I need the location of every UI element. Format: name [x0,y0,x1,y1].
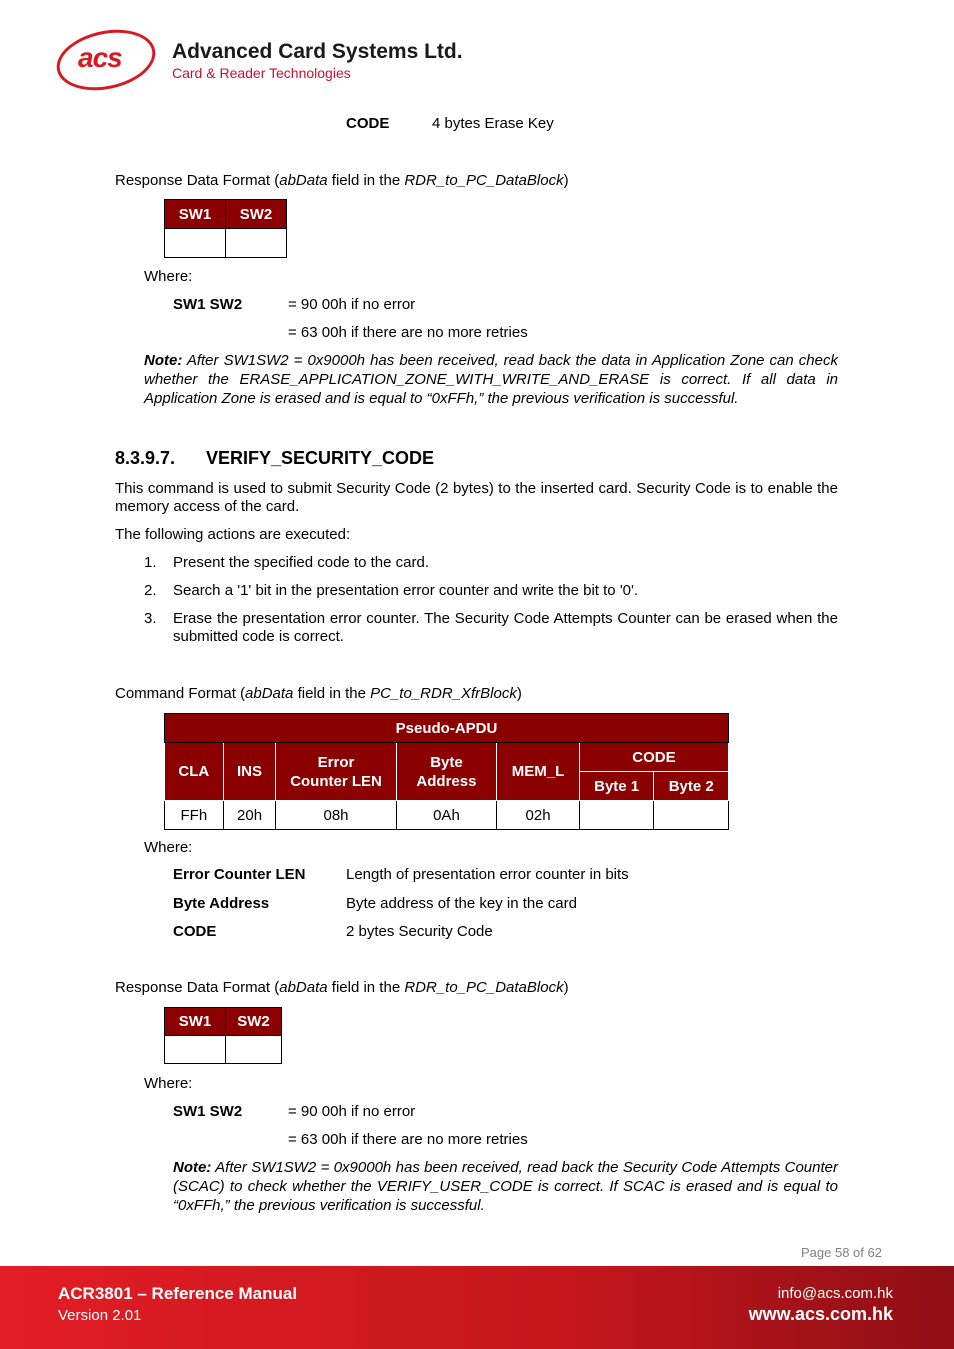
def-term-code: CODE [346,115,390,132]
pseudo-apdu-table [164,713,729,830]
header-line: Byte [430,753,463,771]
col-mem-l: MEM_L [497,743,580,801]
section-intro: This command is used to submit Security Code (2 bytes) to the inserted card. Security Code is to enable the memory access of the card. [115,480,838,515]
cell-byte1 [579,801,654,830]
cell-byte-address: 0Ah [396,801,497,830]
def-desc: Length of presentation error counter in bits [346,866,629,883]
def-term: Error Counter LEN [173,866,306,883]
cell-byte2 [654,801,729,830]
step-text: Present the specified code to the card. [173,554,429,571]
col-byte-address [396,743,497,801]
footer-bar [0,1266,954,1349]
response-table [164,199,287,258]
text: field in the [327,979,405,996]
def-term: CODE [173,923,217,940]
cell-sw1 [165,1036,226,1064]
sw-desc-2: = 63 00h if there are no more retries [288,324,528,341]
company-tagline: Card & Reader Technologies [172,65,351,81]
def-term: Byte Address [173,895,270,912]
text: ) [563,172,569,189]
table-title: Pseudo-APDU [165,714,729,743]
sw-term: SW1 SW2 [173,1103,243,1120]
where-label: Where: [144,1075,193,1092]
cell-error-counter-len: 08h [276,801,396,830]
step-text: Search a '1' bit in the presentation error counter and write the bit to '0'. [173,582,639,599]
cell-mem-l: 02h [497,801,580,830]
step-number: 3. [144,610,157,627]
block-name: RDR_to_PC_DataBlock [404,172,564,189]
cell-sw1 [165,229,226,258]
col-ins: INS [223,743,276,801]
text: Response Data Format ( [115,979,280,996]
note-2 [173,1158,838,1215]
def-desc: Byte address of the key in the card [346,895,577,912]
note-text: After SW1SW2 = 0x9000h has been received, read back the data in Application Zone can check whether the ERASE_APPLICATION_ZONE_WITH_WRITE_AND_ERASE is correct. If all data in Application Zone is erased and is equal to “0xFFh,” the previous verification is successful. [144,352,838,407]
block-name: RDR_to_PC_DataBlock [404,979,564,996]
actions-lead: The following actions are executed: [115,526,351,543]
text: ) [563,979,569,996]
def-desc: 2 bytes Security Code [346,923,493,940]
section-number: 8.3.9.7. [115,448,176,468]
page-number: Page 58 of 62 [801,1245,882,1260]
cell-sw2 [226,229,287,258]
header-line: Counter LEN [290,772,382,790]
response-table [164,1007,282,1064]
step-text: Erase the presentation error counter. The Security Code Attempts Counter can be erased when the submitted code is correct. [173,610,838,645]
def-desc-code: 4 bytes Erase Key [432,115,554,132]
footer-version: Version 2.01 [58,1307,142,1324]
cell-sw2 [226,1036,282,1064]
company-name: Advanced Card Systems Ltd. [172,40,463,63]
text: Response Data Format ( [115,172,280,189]
col-sw1: SW1 [165,1008,226,1036]
sw-desc-1: = 90 00h if no error [288,296,416,313]
where-label: Where: [144,268,193,285]
col-byte1: Byte 1 [579,772,654,801]
note-1 [144,351,838,408]
note-text: After SW1SW2 = 0x9000h has been received, read back the Security Code Attempts Counter (SCAC) to check whether the VERIFY_USER_CODE is correct. If SCAC is erased and is equal to “0xFFh,” the previous verification is successful. [173,1159,838,1214]
acs-logo: acs [78,42,122,73]
col-code: CODE [579,743,728,772]
header-line: Address [416,772,477,790]
step-number: 1. [144,554,157,571]
sw-desc-2: = 63 00h if there are no more retries [288,1131,528,1148]
col-cla: CLA [165,743,224,801]
footer-website[interactable]: www.acs.com.hk [748,1304,893,1324]
text: ) [516,685,522,702]
footer-email[interactable]: info@acs.com.hk [777,1285,893,1302]
text: field in the [293,685,371,702]
col-sw1: SW1 [165,200,226,229]
field-name: abData [245,685,294,702]
cell-cla: FFh [165,801,224,830]
footer-doc-title: ACR3801 – Reference Manual [58,1284,298,1303]
col-sw2: SW2 [226,1008,282,1036]
note-label: Note: [173,1159,212,1176]
field-name: abData [279,172,328,189]
col-sw2: SW2 [226,200,287,229]
field-name: abData [279,979,328,996]
text: field in the [327,172,405,189]
section-title: VERIFY_SECURITY_CODE [206,448,435,468]
sw-desc-1: = 90 00h if no error [288,1103,416,1120]
step-number: 2. [144,582,157,599]
text: Command Format ( [115,685,246,702]
response-format-line [115,979,569,996]
col-error-counter-len [276,743,396,801]
block-name: PC_to_RDR_XfrBlock [370,685,517,702]
cell-ins: 20h [223,801,276,830]
where-label: Where: [144,839,193,856]
note-label: Note: [144,352,183,369]
command-format-line [115,685,522,702]
sw-term: SW1 SW2 [173,296,243,313]
header-line: Error [317,753,355,771]
response-format-line [115,172,569,189]
col-byte2: Byte 2 [654,772,729,801]
